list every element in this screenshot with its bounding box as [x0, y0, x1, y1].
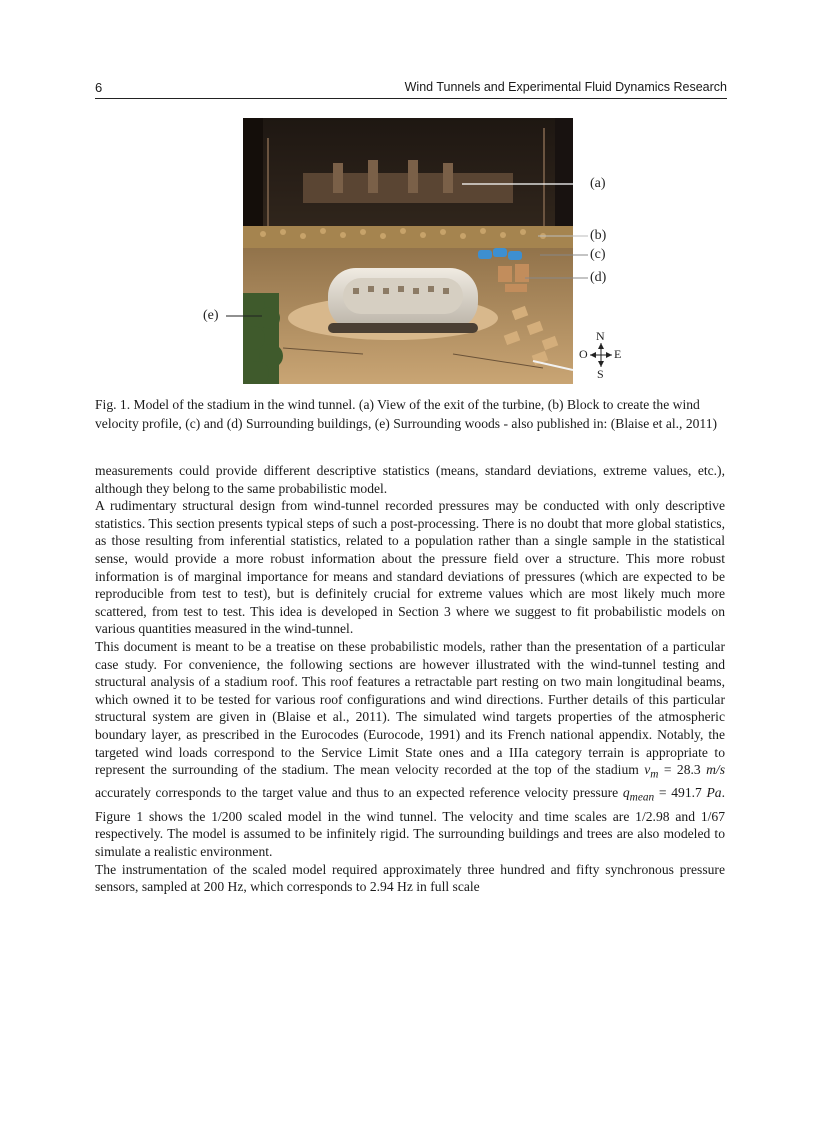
label-b: (b) [590, 228, 607, 243]
paragraph-3-part-b: accurately corresponds to the target value and thus to an expected reference velocity pressure [95, 785, 623, 801]
body-text [95, 462, 725, 896]
page-number: 6 [95, 80, 103, 95]
paragraph-3-part-c: . Figure 1 shows the 1/200 scaled model in the wind tunnel. The velocity and time scales are 1/2.98 and 1/67 respectively. The model is assumed to be infinitely rigid. The surrounding buildings and trees are also modeled to simulate a realistic environment. [95, 785, 726, 859]
paragraph-3-part-a: This document is meant to be a treatise on these probabilistic models, rather than the presentation of a particular case study. For convenience, the following sections are however illustrated with the wind-tunnel testing and structural analysis of a stadium roof. This roof features a retractable part resting on two main longitudinal beams, which owned it to be tested for various roof configurations and wind directions. Further details of this particular structural system are given in (Blaise et al., 2011). The simulated wind targets properties of the atmospheric boundary layer, as prescribed in the Eurocodes (Eurocode, 1991) and its French national appendix. Notably, the targeted wind loads correspond to the Service Limit State ones and a IIIa category terrain is appropriate to represent the surrounding of the stadium. The mean velocity recorded at the top of the stadium [95, 638, 725, 778]
label-e: (e) [203, 308, 219, 323]
figure-caption: Fig. 1. Model of the stadium in the wind tunnel. (a) View of the exit of the turbine, (b) Block to create the wind velocity profile, (c) and (d) Surrounding buildings, (e) Surrounding woods - also published in: (Blaise et al., 2011) [95, 397, 718, 431]
math-vm-value: = 28.3 [658, 762, 707, 778]
math-qmean: $q_{mean}$ [622, 785, 655, 805]
paragraph-4: The instrumentation of the scaled model required approximately three hundred and fifty synchronous pressure sensors, sampled at 200 Hz, which corresponds to 2.94 Hz in full scale [95, 861, 725, 895]
compass-west: O [579, 347, 588, 361]
math-q-value: = 491.7 [654, 785, 707, 801]
compass-south: S [597, 367, 604, 381]
label-a: (a) [590, 176, 606, 191]
label-d: (d) [590, 270, 607, 285]
figure-leader-lines [0, 0, 816, 390]
compass-north: N [596, 329, 605, 343]
compass-east: E [614, 347, 622, 361]
paragraph-1: measurements could provide different descriptive statistics (means, standard deviations, extreme values, etc.), although they belong to the same probabilistic model. [95, 463, 725, 496]
paragraph-2: A rudimentary structural design from wind-tunnel recorded pressures may be conducted with only descriptive statistics. This section presents typical steps of such a post-processing. There is no doubt that more global statistics, as those resulting from inferential statistics, related to a population rather than a single sample in the statistical sense, would provide a more robust information about the pressure field over a structure. This more robust information is of marginal importance for means and standard deviations of pressures (which are expected to be reproducible from test to test), but is definitely crucial for extreme values which are most likely much more scattered, from test to test. This idea is developed in Section 3 where we suggest to fit probabilistic models on various quantities measured in the wind-tunnel. [95, 498, 725, 637]
running-title: Wind Tunnels and Experimental Fluid Dynamics Research [404, 80, 727, 94]
figure-1 [0, 0, 816, 390]
math-vm: $v_m$ [644, 762, 659, 781]
label-c: (c) [590, 247, 606, 262]
math-vm-unit: m/s [706, 762, 725, 778]
math-q-unit: Pa [706, 785, 722, 801]
paragraph-3 [95, 638, 725, 861]
